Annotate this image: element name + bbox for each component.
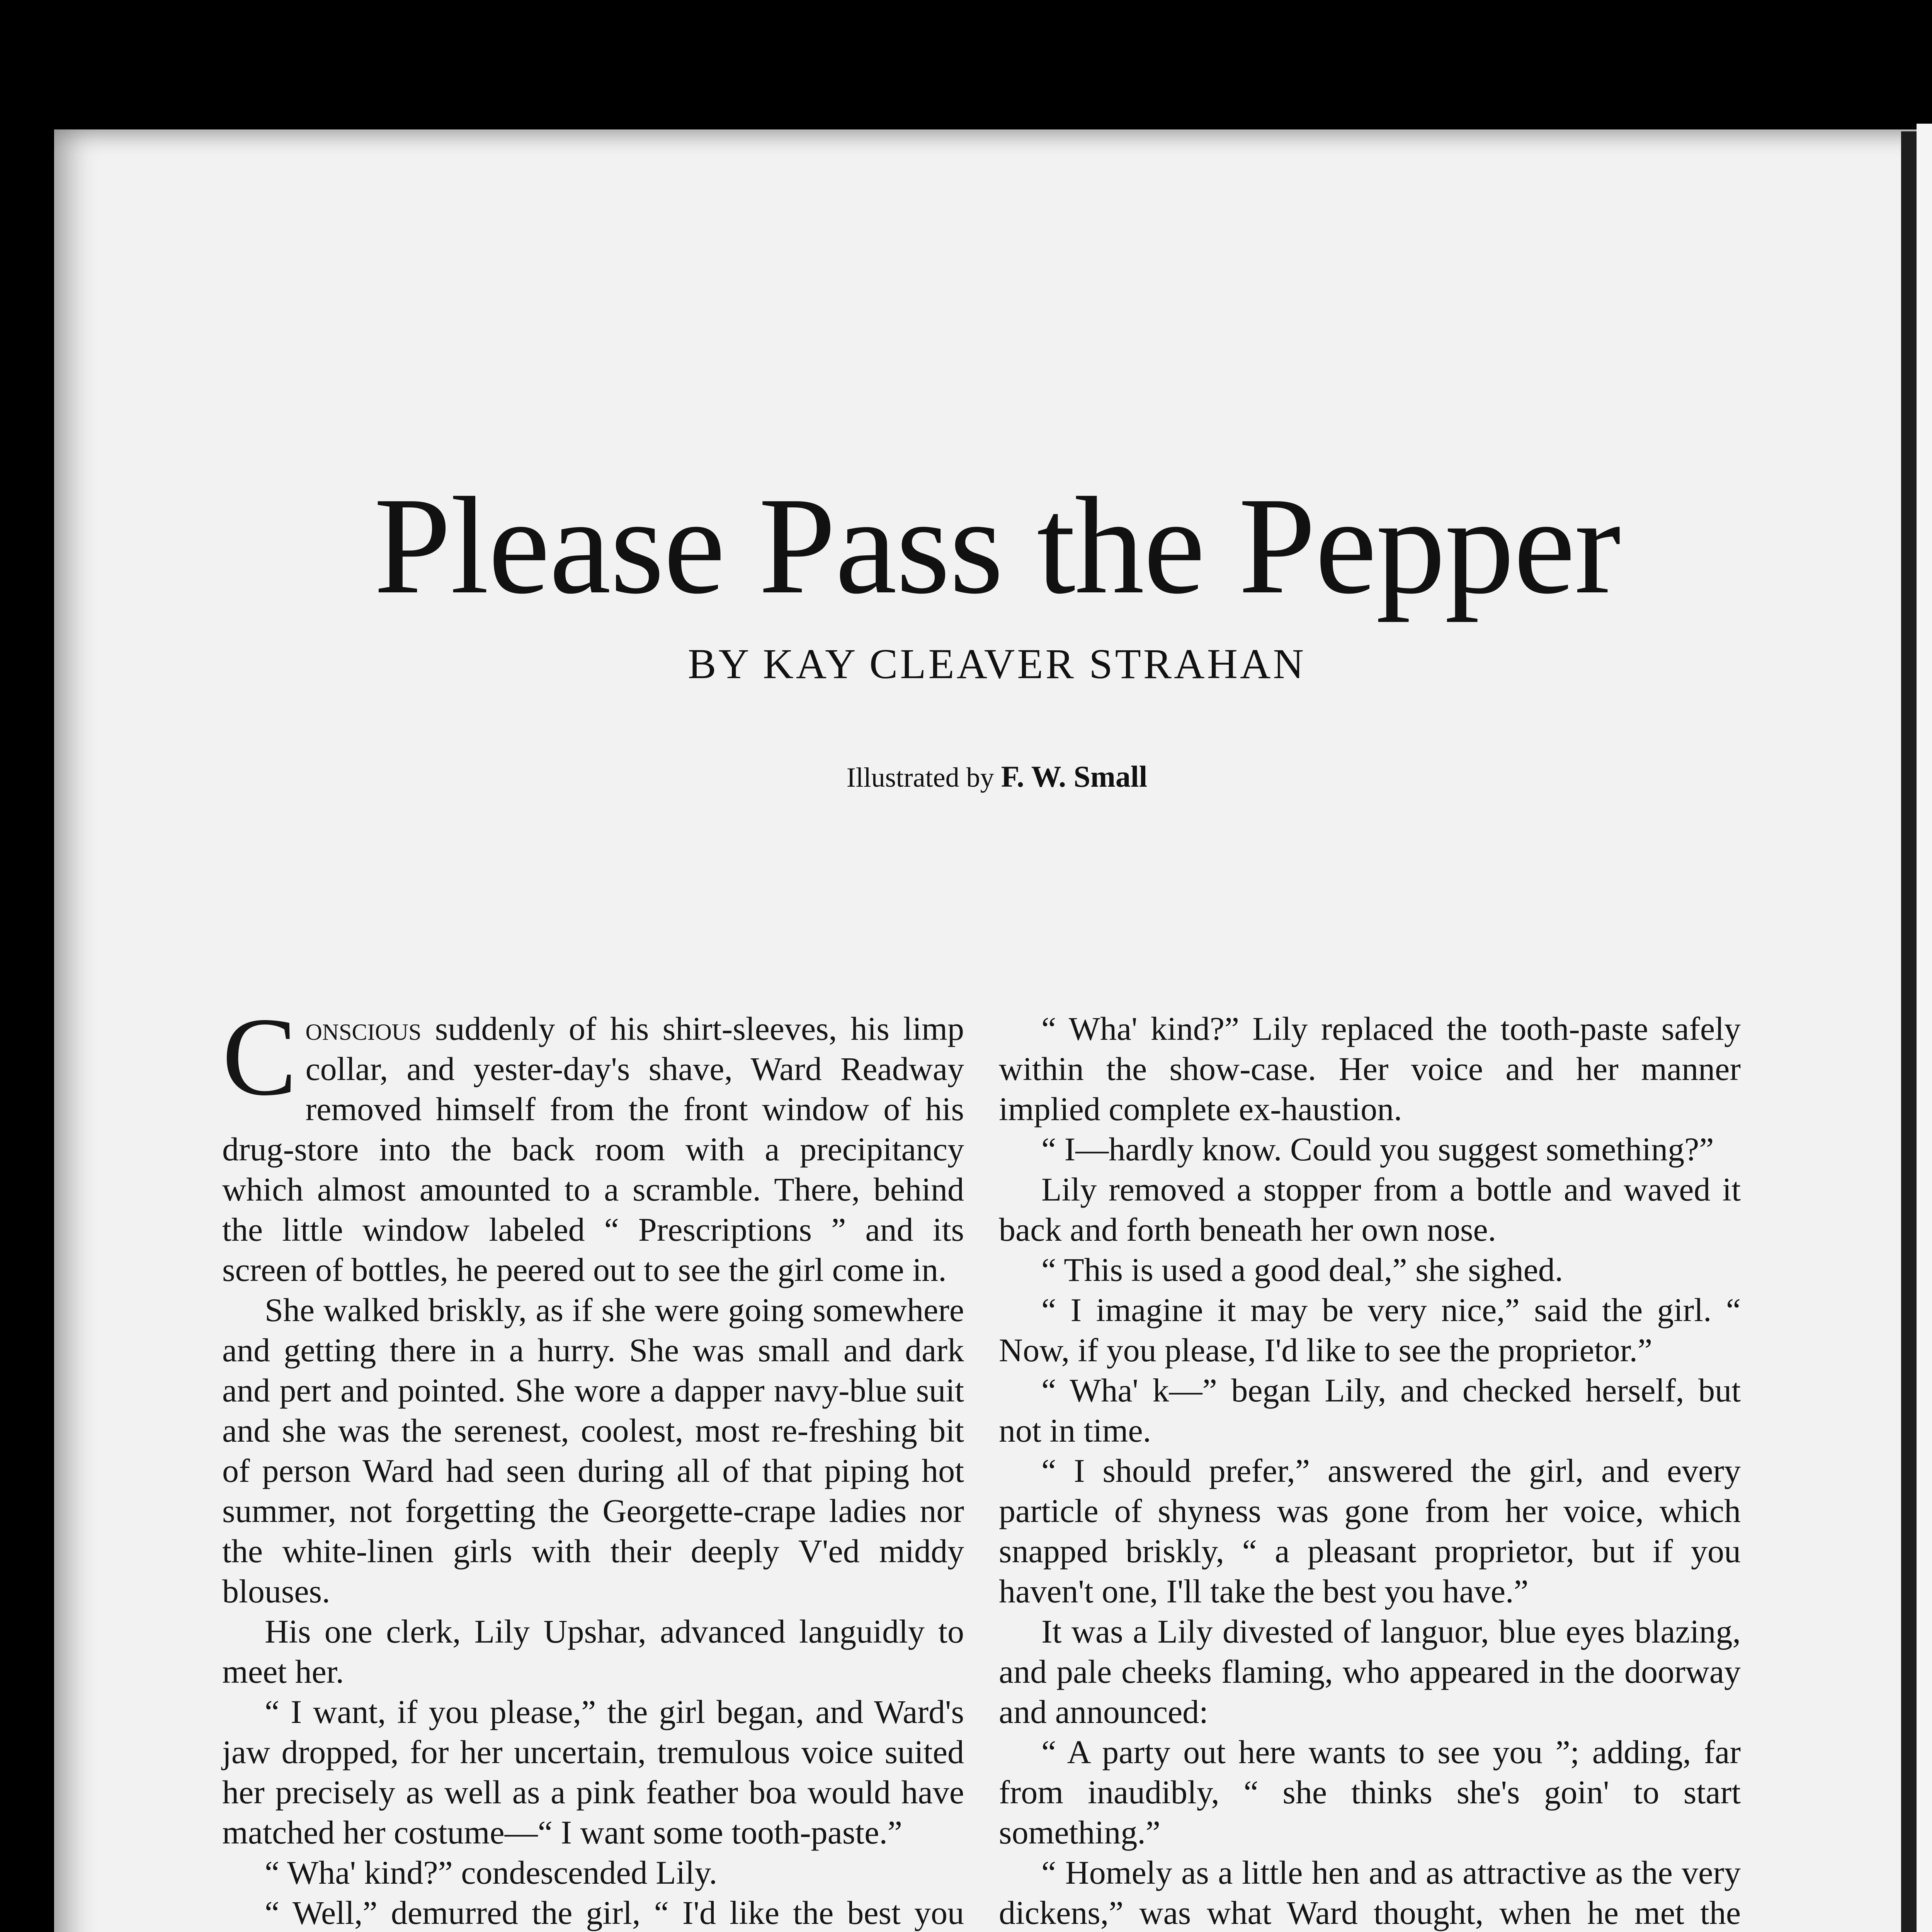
right-paragraphs bbox=[999, 1009, 1741, 1932]
paragraph: “ I imagine it may be very nice,” said the girl. “ Now, if you please, I'd like to see the proprietor.” bbox=[999, 1291, 1741, 1369]
paragraph: Lily removed a stopper from a bottle and waved it back and forth beneath her own nose. bbox=[999, 1171, 1741, 1248]
magazine-page bbox=[54, 129, 1932, 1932]
right-column bbox=[999, 1009, 1741, 1932]
opening-paragraph bbox=[222, 995, 964, 1290]
paragraph: She walked briskly, as if she were going somewhere and getting there in a hurry. She was small and dark and pert and pointed. She wore a dapper navy-blue suit and she was the serenest, coolest, most re-freshing bit of person Ward had seen during all of that piping hot summer, not forgetting the Georgette-crape ladies nor the white-linen girls with their deeply V'ed middy blouses. bbox=[222, 1291, 964, 1610]
page-gutter-edge bbox=[1901, 131, 1917, 1932]
paragraph: “ I should prefer,” answered the girl, and every particle of shyness was gone from her voice, which snapped briskly, “ a pleasant proprietor, but if you haven't one, I'll take the best you have.” bbox=[999, 1452, 1741, 1610]
paragraph: “ Homely as a little hen and as attractive as the very dickens,” was what Ward thought, when he met the bbox=[999, 1854, 1741, 1931]
paragraph: “ A party out here wants to see you ”; adding, far from inaudibly, “ she thinks she's goin' to start something.” bbox=[999, 1733, 1741, 1851]
opening-word: onscious bbox=[305, 1010, 422, 1047]
story-title: Please Pass the Pepper bbox=[374, 468, 1620, 622]
left-column bbox=[222, 995, 964, 1932]
left-paragraphs bbox=[222, 1290, 964, 1932]
opening-text: suddenly of his shirt-sleeves, his limp collar, and yester-day's shave, Ward Readway removed himself from the front window of his drug-store into the back room with a precipitancy which almost amounted to a scramble. There, behind the little window labeled “ Prescriptions ” and its screen of bottles, he peered out to see the girl come in. bbox=[222, 1010, 964, 1288]
illustrated-prefix: Illustrated by bbox=[846, 762, 994, 793]
paragraph: “ Wha' k—” began Lily, and checked herself, but not in time. bbox=[999, 1372, 1741, 1449]
paragraph: “ I want, if you please,” the girl began, and Ward's jaw dropped, for her uncertain, tremulous voice suited her precisely as well as a pink feather boa would have matched her costume—“ I want some tooth-paste.” bbox=[222, 1693, 964, 1851]
drop-cap: C bbox=[222, 995, 297, 1119]
illustrator-name: F. W. Small bbox=[1001, 760, 1148, 793]
illustrator-credit bbox=[54, 759, 1932, 794]
paragraph: “ I—hardly know. Could you suggest something?” bbox=[1041, 1131, 1714, 1168]
paragraph: “ This is used a good deal,” she sighed. bbox=[1041, 1251, 1563, 1288]
author-byline: BY KAY CLEAVER STRAHAN bbox=[688, 640, 1306, 687]
paragraph: His one clerk, Lily Upshar, advanced languidly to meet her. bbox=[222, 1613, 964, 1690]
paragraph: “ Wha' kind?” Lily replaced the tooth-paste safely within the show-case. Her voice and her manner implied complete ex-haustion. bbox=[999, 1010, 1741, 1128]
paragraph: “ Wha' kind?” condescended Lily. bbox=[265, 1854, 718, 1891]
paragraph: It was a Lily divested of languor, blue eyes blazing, and pale cheeks flaming, who appeared in the doorway and announced: bbox=[999, 1613, 1741, 1730]
paragraph: “ Well,” demurred the girl, “ I'd like the best you bbox=[265, 1894, 964, 1931]
facing-page-edge bbox=[1917, 124, 1932, 1932]
